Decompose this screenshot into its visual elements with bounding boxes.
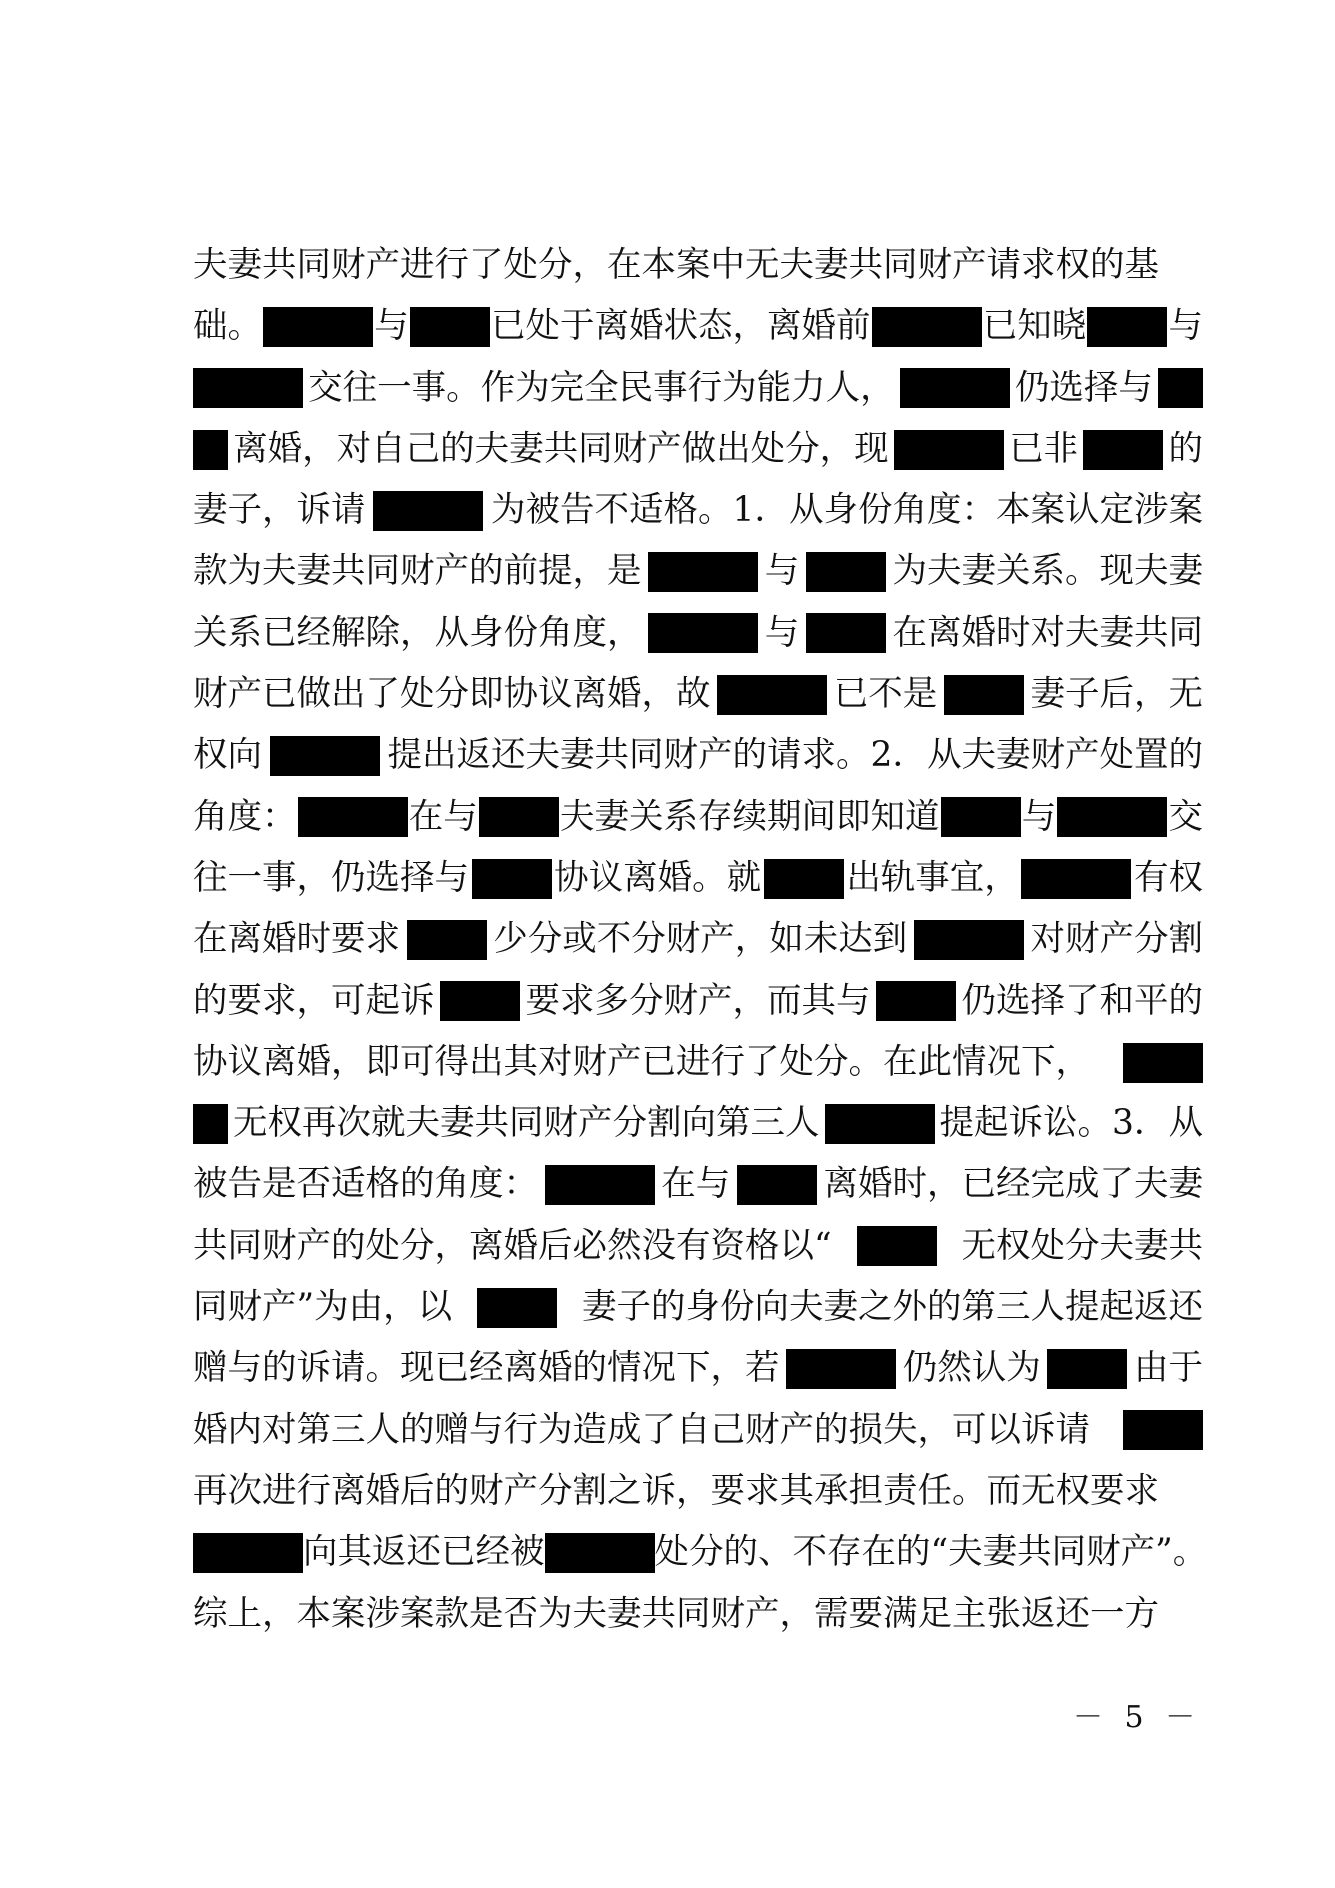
text-segment: 少分或不分财产，如未达到: [493, 919, 908, 960]
text-segment: 要求多分财产，而其与: [525, 980, 871, 1021]
text-segment: 与: [764, 551, 800, 592]
text-segment: 已非: [1009, 428, 1079, 469]
redaction-block: [1158, 368, 1203, 408]
redaction-block: [193, 430, 228, 470]
redaction-block: [1047, 1349, 1127, 1389]
text-segment: 已处于离婚状态，离婚前: [491, 306, 871, 347]
redaction-block: [440, 981, 520, 1021]
redaction-block: [914, 920, 1024, 960]
text-segment: 再次进行离婚后的财产分割之诉，要求其承担责任。而无权要求: [193, 1470, 1159, 1511]
redaction-block: [479, 797, 559, 837]
text-segment: 角度：: [193, 796, 297, 837]
redaction-block: [876, 981, 956, 1021]
redaction-block: [1021, 859, 1131, 899]
text-line: [193, 1032, 1203, 1093]
text-segment: 的: [1168, 428, 1203, 469]
text-segment: 综上，本案涉案款是否为夫妻共同财产，需要满足主张返还一方: [193, 1593, 1159, 1634]
text-segment: 为夫妻关系。现夫妻: [892, 551, 1203, 592]
redaction-block: [894, 430, 1004, 470]
redaction-block: [717, 675, 827, 715]
text-segment: 离婚时，已经完成了夫妻: [823, 1164, 1203, 1205]
redaction-block: [764, 859, 844, 899]
text-segment: 已知晓: [982, 306, 1087, 347]
redaction-block: [806, 552, 886, 592]
text-segment: 出轨事宜，: [846, 857, 1019, 898]
text-line: [193, 1584, 1203, 1645]
text-segment: 仍选择与: [1014, 367, 1153, 408]
text-line: [193, 419, 1203, 480]
text-line: [193, 480, 1203, 541]
redaction-block: [472, 859, 552, 899]
text-segment: 夫妻关系存续期间即知道: [560, 796, 940, 837]
text-line: [193, 235, 1203, 296]
text-line: [193, 1461, 1203, 1522]
text-segment: 有权: [1133, 857, 1203, 898]
redaction-block: [648, 613, 758, 653]
text-line: [193, 1522, 1208, 1583]
text-segment: 关系已经解除，从身份角度，: [193, 612, 642, 653]
text-segment: 与: [764, 612, 800, 653]
text-line: [193, 664, 1203, 725]
text-segment: 在与: [408, 796, 478, 837]
text-line: [193, 971, 1203, 1032]
redaction-block: [857, 1226, 937, 1266]
text-segment: 交: [1168, 796, 1203, 837]
text-segment: 婚内对第三人的赠与行为造成了自己财产的损失，可以诉请: [193, 1409, 1090, 1450]
text-segment: 处分的、不存在的“夫妻共同财产”。: [654, 1532, 1208, 1573]
redaction-block: [193, 368, 303, 408]
text-segment: 交往一事。作为完全民事行为能力人，: [308, 367, 895, 408]
text-segment: 已不是: [833, 674, 938, 715]
text-segment: 在离婚时要求: [193, 919, 400, 960]
text-segment: 权向: [193, 735, 262, 776]
text-segment: 同财产”为由，以: [193, 1287, 453, 1328]
redaction-block: [410, 307, 490, 347]
text-segment: 提起诉讼。3．从: [939, 1103, 1203, 1144]
text-segment: 离婚，对自己的夫妻共同财产做出处分，现: [233, 428, 889, 469]
text-segment: 仍选择了和平的: [961, 980, 1203, 1021]
text-segment: 在与: [661, 1164, 731, 1205]
body-text: [193, 235, 1208, 1645]
text-segment: 的要求，可起诉: [193, 980, 435, 1021]
redaction-block: [648, 552, 758, 592]
text-line: [193, 909, 1203, 970]
page-number: － 5 －: [1073, 1700, 1202, 1735]
text-segment: 为被告不适格。1．从身份角度：本案认定涉案: [491, 490, 1203, 531]
text-segment: 由于: [1134, 1348, 1203, 1389]
text-segment: 夫妻共同财产进行了处分，在本案中无夫妻共同财产请求权的基: [193, 245, 1159, 285]
text-segment: 财产已做出了处分即协议离婚，故: [193, 674, 711, 715]
text-segment: 对财产分割: [1030, 919, 1203, 960]
text-segment: 在离婚时对夫妻共同: [892, 612, 1203, 653]
text-line: [193, 1277, 1203, 1338]
text-segment: 协议离婚。就: [554, 857, 762, 898]
redaction-block: [872, 307, 982, 347]
text-line: [193, 541, 1203, 602]
redaction-block: [786, 1349, 896, 1389]
text-line: [193, 296, 1203, 357]
redaction-block: [270, 736, 380, 776]
text-segment: 妻子，诉请: [193, 490, 366, 531]
redaction-block: [373, 491, 483, 531]
redaction-block: [900, 368, 1010, 408]
text-line: [193, 358, 1203, 419]
text-line: [193, 1216, 1203, 1277]
text-segment: 仍然认为: [902, 1348, 1041, 1389]
text-segment: 与: [1021, 796, 1057, 837]
redaction-block: [1123, 1410, 1203, 1450]
redaction-block: [407, 920, 487, 960]
text-line: [193, 1154, 1203, 1215]
redaction-block: [944, 675, 1024, 715]
redaction-block: [825, 1104, 935, 1144]
text-segment: 提出返还夫妻共同财产的请求。2．从夫妻财产处置的: [387, 735, 1203, 776]
redaction-block: [298, 797, 408, 837]
redaction-block: [545, 1165, 655, 1205]
text-segment: 与: [1168, 306, 1203, 347]
text-line: [193, 1400, 1203, 1461]
redaction-block: [1087, 307, 1167, 347]
redaction-block: [806, 613, 886, 653]
text-segment: 共同财产的处分，离婚后必然没有资格以“: [193, 1225, 832, 1266]
redaction-block: [737, 1165, 817, 1205]
text-segment: 被告是否适格的角度：: [193, 1164, 538, 1205]
text-line: [193, 1093, 1203, 1154]
redaction-block: [545, 1533, 655, 1573]
text-segment: 妻子后，无: [1030, 674, 1203, 715]
text-segment: 款为夫妻共同财产的前提，是: [193, 551, 642, 592]
text-segment: 无权再次就夫妻共同财产分割向第三人: [233, 1103, 820, 1144]
text-segment: 与: [374, 306, 409, 347]
redaction-block: [477, 1288, 557, 1328]
redaction-block: [1057, 797, 1167, 837]
redaction-block: [263, 307, 373, 347]
text-line: [193, 725, 1203, 786]
redaction-block: [941, 797, 1021, 837]
redaction-block: [193, 1533, 303, 1573]
text-segment: 往一事，仍选择与: [193, 857, 469, 898]
text-segment: 妻子的身份向夫妻之外的第三人提起返还: [581, 1287, 1203, 1328]
text-segment: 无权处分夫妻共: [961, 1225, 1203, 1266]
redaction-block: [1123, 1043, 1203, 1083]
text-segment: 向其返还已经被: [303, 1532, 545, 1573]
text-segment: 协议离婚，即可得出其对财产已进行了处分。在此情况下，: [193, 1041, 1090, 1082]
text-line: [193, 603, 1203, 664]
text-line: [193, 848, 1203, 909]
text-line: [193, 787, 1203, 848]
text-segment: 赠与的诉请。现已经离婚的情况下，若: [193, 1348, 780, 1389]
redaction-block: [193, 1104, 228, 1144]
text-line: [193, 1338, 1203, 1399]
redaction-block: [1083, 430, 1163, 470]
text-segment: 础。: [193, 306, 262, 347]
